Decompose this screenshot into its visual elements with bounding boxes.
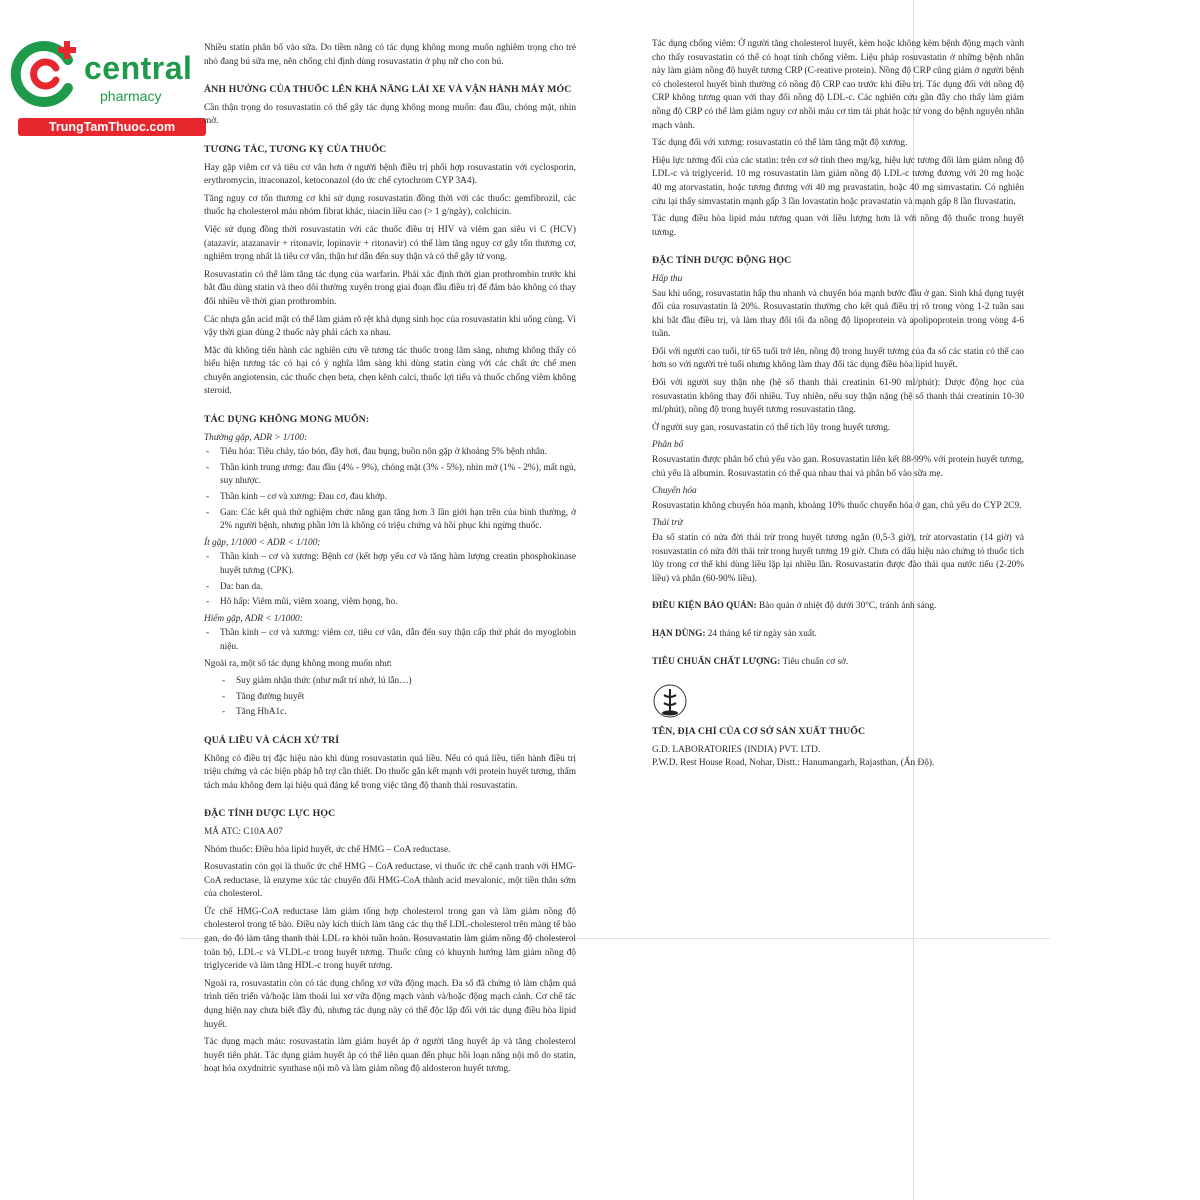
overdose-paragraph: Không có điều trị đặc hiệu nào khi dùng rosuvastatin quá liều. Nếu có quá liều, tiến hành điều trị triệu chứng và các biện pháp hỗ trợ cần thiết. Do thuốc gắn kết mạnh với protein huyết tương, thẩm tách máu không đem lại hiệu quả đáng kể trong việc tăng độ thanh thải rosuvastatin.	[204, 753, 576, 791]
manufacturer-address: P.W.D. Rest House Road, Nohar, Distt.: Hanumangarh, Rajasthan, (Ấn Độ).	[652, 758, 935, 769]
interaction-paragraph: Mặc dù không tiến hành các nghiên cứu về tương tác thuốc trong lâm sàng, nhưng không thấy có biểu hiện tương tác có hại có ý nghĩa lâm sàng khi dùng statin cùng với các chất ức chế men chuyển angiotensin, các thuốc chẹn beta, chẹn kênh calci, thuốc lợi tiểu và thuốc chống viêm không steroid.	[204, 345, 576, 397]
storage-label: ĐIỀU KIỆN BẢO QUẢN:	[652, 601, 757, 612]
list-item: - Thần kinh – cơ và xương: viêm cơ, tiêu cơ vân, dẫn đến suy thận cấp thứ phát do myoglobin niệu.	[204, 627, 576, 654]
drug-group: Nhóm thuốc: Điều hòa lipid huyết, ức chế HMG – CoA reductase.	[204, 844, 451, 855]
absorption-paragraph: Đối với người suy thận nhẹ (hệ số thanh thải creatinin 61-90 ml/phút): Dược động học của rosuvastatin không thay đổi nhiều. Tuy nhiên, nếu suy thận nặng (hệ số thanh thải creatinin 10-30 ml/phút), nồng độ trong huyết tương rosuvastatin tăng.	[652, 378, 1024, 416]
list-item: - Hô hấp: Viêm mũi, viêm xoang, viêm họng, ho.	[204, 596, 576, 610]
list-item: - Thần kinh – cơ và xương: Bệnh cơ (kết hợp yếu cơ và tăng hàm lượng creatin phosphokinase huyết tương (CPK).	[204, 551, 576, 578]
interaction-paragraph: Hay gặp viêm cơ và tiêu cơ vân hơn ở người bệnh điều trị phối hợp rosuvastatin với cyclosporin, erythromycin, itraconazol, ketoconazol (do ức chế cytochrom CYP 3A4).	[204, 162, 576, 187]
driving-paragraph: Cần thận trọng do rosuvastatin có thể gây tác dụng không mong muốn: đau đầu, chóng mặt, nhìn mờ.	[204, 102, 576, 127]
adr-rare-list	[204, 627, 576, 654]
absorption-paragraph: Đối với người cao tuổi, từ 65 tuổi trở lên, nồng độ trong huyết tương của đa số các statin có thể cao hơn so với người trẻ tuổi nhưng không làm thay đổi tác dụng điều hòa lipid huyết.	[652, 346, 1024, 371]
interactions-heading: TƯƠNG TÁC, TƯƠNG KỴ CỦA THUỐC	[204, 143, 387, 155]
interaction-paragraph: Việc sử dụng đồng thời rosuvastatin với các thuốc điều trị HIV và viêm gan siêu vi C (HCV) (atazavir, atazanavir + ritonavir, lopinavir + ritonavir) có thể làm tăng nguy cơ gây tổn thương cơ, nghiêm trọng nhất là tiêu cơ vân, thận hư dẫn đến suy thận và có thể gây tử vong.	[204, 224, 576, 263]
adr-heading: TÁC DỤNG KHÔNG MONG MUỐN:	[204, 414, 370, 426]
adr-common-label: Thường gặp, ADR > 1/100:	[204, 432, 308, 443]
absorption-paragraph: Sau khi uống, rosuvastatin hấp thu nhanh và chuyển hóa mạnh bước đầu ở gan. Sinh khả dụng tuyệt đối của rosuvastatin là 20%. Rosuvastatin thường cho kết quả điều trị rõ trong vòng 1-2 tuần sau khi bắt đầu điều trị, và làm thay đổi tối đa nồng độ lipoprotein và apolipoprotein trong vòng 4-6 tuần.	[652, 288, 1024, 340]
interaction-paragraph: Các nhựa gắn acid mật có thể làm giảm rõ rệt khả dụng sinh học của rosuvastatin khi uống cùng. Vì vậy thời gian dùng 2 thuốc này phải cách xa nhau.	[204, 314, 576, 339]
brand-logo	[10, 38, 215, 138]
brand-site: TrungTamThuoc.com	[18, 118, 206, 136]
central-logo-icon	[10, 38, 82, 110]
list-item: - Da: ban da.	[204, 581, 576, 595]
pd-paragraph: Tác dụng mạch máu: rosuvastatin làm giảm huyết áp ở người tăng huyết áp và tăng cholesterol huyết tiên phát. Tác dụng giảm huyết áp có thể liên quan đến phục hồi loạn năng nội mô do statin, hoạt hóa oxydnitric synthase nội mô và làm giảm nồng độ aldosteron huyết tương.	[204, 1037, 576, 1075]
distribution-paragraph: Rosuvastatin được phân bố chủ yếu vào gan. Rosuvastatin liên kết 88-99% với protein huyết tương, chủ yếu là albumin. Rosuvastatin có thể qua nhau thai và phân bố vào sữa mẹ.	[652, 455, 1024, 479]
interaction-paragraph: Tăng nguy cơ tổn thương cơ khi sử dụng rosuvastatin đồng thời với các thuốc: gemfibrozil, các thuốc hạ cholesterol máu nhóm fibrat khác, niacin liều cao (> 1 g/ngày), colchicin.	[204, 193, 576, 218]
metabolism-paragraph: Rosuvastatin không chuyển hóa mạnh, khoảng 10% thuốc chuyển hóa ở gan, chủ yếu do CYP 2C9.	[652, 500, 1022, 511]
bone-paragraph: Tác dụng đối với xương: rosuvastatin có thể làm tăng mật độ xương.	[652, 138, 908, 149]
lipid-paragraph: Tác dụng điều hòa lipid máu tương quan với liều lượng hơn là với nồng độ thuốc trong huyết tương.	[652, 214, 1024, 238]
adr-uncommon-label: Ít gặp, 1/1000 < ADR < 1/100:	[204, 537, 321, 548]
elimination-paragraph: Đa số statin có nửa đời thải trừ trong huyết tương ngắn (0,5-3 giờ), trừ atorvastatin (14 giờ) và rosuvastatin có nửa đời thải trừ trong huyết tương 19 giờ. Chưa có dấu hiệu nào chứng tỏ thuốc tích lũy trong cơ thể khi dùng liều lặp lại nhiều lần. Rosuvastatin được đào thải qua nước tiểu (2-20% liều) và phân (60-90% liều).	[652, 533, 1024, 584]
driving-heading: ẢNH HƯỞNG CỦA THUỐC LÊN KHẢ NĂNG LÁI XE VÀ VẬN HÀNH MÁY MÓC	[204, 84, 572, 96]
adr-rare-label: Hiếm gặp, ADR < 1/1000:	[204, 613, 303, 624]
list-item: - Thần kinh – cơ và xương: Đau cơ, đau khớp.	[204, 491, 576, 505]
pharmacodynamics-heading: ĐẶC TÍNH DƯỢC LỰC HỌC	[204, 808, 336, 820]
adr-uncommon-list	[204, 551, 576, 609]
list-item: - Suy giảm nhận thức (như mất trí nhớ, lú lẫn…)	[204, 675, 576, 689]
standard-text: Tiêu chuẩn cơ sở.	[782, 656, 849, 667]
atc-code: MÃ ATC: C10A A07	[204, 826, 283, 837]
brand-tagline: pharmacy	[100, 88, 162, 104]
left-column	[204, 42, 576, 1081]
pd-paragraph: Ngoài ra, rosuvastatin còn có tác dụng chống xơ vữa động mạch. Đa số đã chứng tỏ làm chậm quá trình tiến triển và/hoặc làm thoái lui xơ vữa động mạch vành và/hoặc động mạch cảnh. Cơ chế tác dụng hiện nay chưa biết đầy đủ, nhưng tác dụng này có thể độc lập đối với tác dụng điều hòa lipid huyết.	[204, 978, 576, 1030]
adr-other-list	[204, 675, 576, 720]
manufacturer-seal-icon	[652, 683, 688, 719]
anti-inflammatory-paragraph: Tác dụng chống viêm: Ở người tăng cholesterol huyết, kèm hoặc không kèm bệnh động mạch vành cho thấy rosuvastatin có thể có hoạt tính chống viêm. Liệu pháp rosuvastatin ở những bệnh nhân này làm giảm nồng độ huyết tương CRP (C-reative protein). Nồng độ CRP cũng giảm ở người bệnh có cholesterol huyết bình thường có nồng độ CRP cao trước khi điều trị. Tác dụng đối với nồng độ CRP không tương quan với thay đổi nồng độ LDL-c. Các nghiên cứu gần đây cho thấy làm giảm nồng độ CRP có thể làm giảm nguy cơ nhồi máu cơ tim tái phát hoặc tử vong do bệnh nguyên nhân mạch vành.	[652, 39, 1024, 131]
absorption-paragraph: Ở người suy gan, rosuvastatin có thể tích lũy trong huyết tương.	[652, 422, 891, 433]
list-item: - Gan: Các kết quả thử nghiệm chức năng gan tăng hơn 3 lần giới hạn trên của bình thường, ở 2% người bệnh, nhưng phần lớn là không có triệu chứng và hồi phục khi ngừng thuốc.	[204, 507, 576, 534]
interaction-paragraph: Rosuvastatin có thể làm tăng tác dụng của warfarin. Phải xác định thời gian prothrombin trước khi bắt đầu dùng statin và theo dõi thường xuyên trong giai đoạn đầu điều trị để đảm bảo không có thay đổi nhiều về thời gian prothrombin.	[204, 269, 576, 307]
distribution-label: Phân bố	[652, 440, 684, 451]
expiry-line	[652, 628, 1024, 642]
list-item: - Tiêu hóa: Tiêu chảy, táo bón, đầy hơi, đau bụng, buồn nôn gặp ở khoảng 5% bệnh nhân.	[204, 446, 576, 460]
adr-other-intro: Ngoài ra, một số tác dụng không mong muốn như:	[204, 658, 392, 669]
brand-name: central	[84, 50, 193, 86]
expiry-text: 24 tháng kể từ ngày sản xuất.	[707, 628, 817, 639]
right-column	[652, 38, 1024, 775]
expiry-label: HẠN DÙNG:	[652, 628, 706, 639]
lactation-paragraph: Nhiều statin phân bố vào sữa. Do tiềm năng có tác dụng không mong muốn nghiêm trọng cho trẻ nhỏ đang bú sữa mẹ, nên chống chỉ định dùng rosuvastatin ở phụ nữ cho con bú.	[204, 43, 576, 67]
storage-line	[652, 600, 1024, 614]
standard-line	[652, 656, 1024, 670]
metabolism-label: Chuyển hóa	[652, 486, 697, 497]
pd-paragraph: Ức chế HMG-CoA reductase làm giảm tổng hợp cholesterol trong gan và làm giảm nồng độ cholesterol trong tế bào. Điều này kích thích làm tăng các thụ thể LDL-cholesterol trên màng tế bào gan, do đó làm tăng thanh thải LDL ra khỏi tuần hoàn. Rosuvastatin làm giảm nồng độ cholesterol toàn bộ, LDL-c và VLDL-c trong huyết tương. Thuốc cũng có khuynh hướng làm giảm nồng độ triglyceride và làm tăng HDL-c trong huyết tương.	[204, 906, 576, 972]
list-item: - Tăng HbA1c.	[204, 706, 576, 720]
list-item: - Tăng đường huyết	[204, 691, 576, 705]
pharmacokinetics-heading: ĐẶC TÍNH DƯỢC ĐỘNG HỌC	[652, 255, 792, 267]
adr-common-list	[204, 446, 576, 534]
elimination-label: Thải trừ	[652, 518, 683, 529]
overdose-heading: QUÁ LIỀU VÀ CÁCH XỬ TRÍ	[204, 734, 340, 746]
manufacturer-name: G.D. LABORATORIES (INDIA) PVT. LTD.	[652, 744, 821, 755]
potency-paragraph: Hiệu lực tương đối của các statin: trên cơ sở tính theo mg/kg, hiệu lực tương đối làm giảm nồng độ LDL-c và triglycerid. 10 mg rosuvastatin làm giảm nồng độ LDL-c tương đương với 20 mg hoặc 40 mg atorvastatin, hoặc tương đương với 40 mg pravastatin, hoặc 40 mg simvastatin. Có nghiên cứu lại thấy simvastatin mạnh gấp 3 lần lovastatin hoặc pravastatin và mạnh gấp 8 lần fluvastatin.	[652, 155, 1024, 207]
standard-label: TIÊU CHUẨN CHẤT LƯỢNG:	[652, 656, 781, 667]
storage-text: Bảo quản ở nhiệt độ dưới 30°C, tránh ánh sáng.	[758, 601, 937, 612]
pd-paragraph: Rosuvastatin còn gọi là thuốc ức chế HMG – CoA reductase, vì thuốc ức chế cạnh tranh với HMG-CoA reductase, là enzyme xúc tác chuyển đổi HMG-CoA thành acid mevalonic, một tiền thân sớm của cholesterol.	[204, 862, 576, 900]
manufacturer-heading: TÊN, ĐỊA CHỈ CỦA CƠ SỞ SẢN XUẤT THUỐC	[652, 726, 866, 738]
list-item: - Thần kinh trung ương: đau đầu (4% - 9%), chóng mặt (3% - 5%), nhìn mờ (1% - 2%), mất ngủ, suy nhược.	[204, 462, 576, 489]
absorption-label: Hấp thu	[652, 273, 683, 284]
